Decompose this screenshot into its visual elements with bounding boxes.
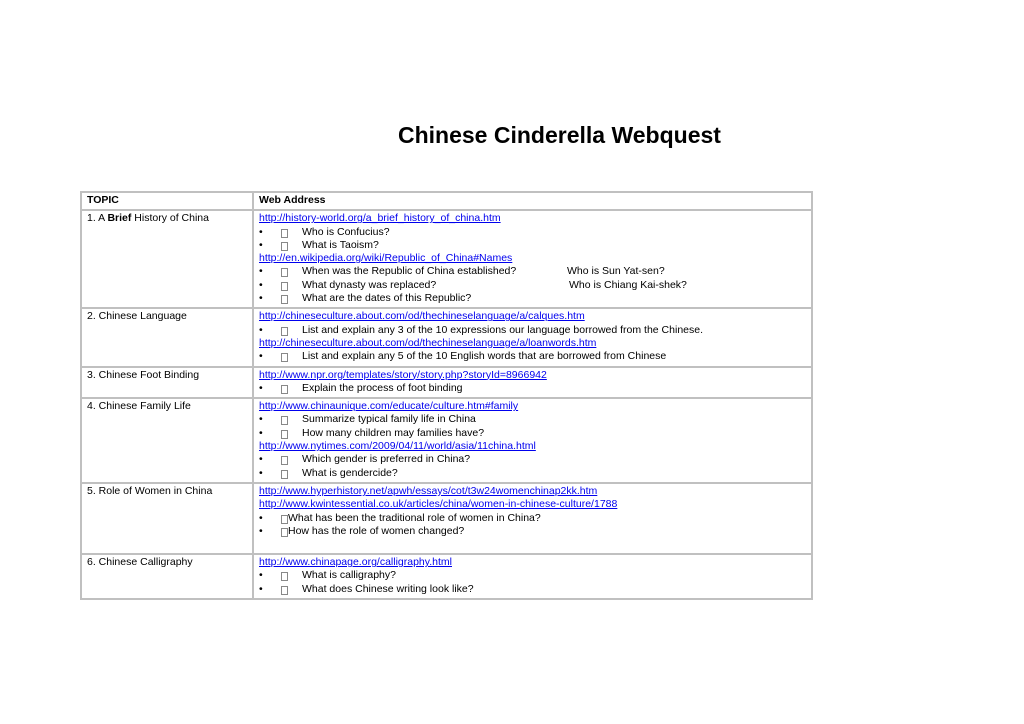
bullet-item xyxy=(259,382,807,395)
bullet-dot: • xyxy=(259,511,263,524)
bullet-dot: • xyxy=(259,381,263,394)
bullet-item xyxy=(259,239,807,252)
topic-cell xyxy=(82,368,252,398)
bullet-item xyxy=(259,413,807,426)
topic-text: 6. Chinese Calligraphy xyxy=(87,556,193,569)
topic-cell xyxy=(82,484,252,553)
bullet-item xyxy=(259,324,807,337)
question-text: Summarize typical family life in China xyxy=(302,413,476,426)
question-text: What dynasty was replaced? xyxy=(302,278,437,291)
question-text: What is calligraphy? xyxy=(302,569,396,582)
bullet-item xyxy=(259,350,807,363)
web-link[interactable]: http://www.hyperhistory.net/apwh/essays/cot/t3w24womenchinap2kk.htm xyxy=(259,484,598,497)
topic-cell xyxy=(82,555,252,598)
bullet-dot: • xyxy=(259,582,263,595)
topic-cell xyxy=(82,309,252,365)
bullet-dot: • xyxy=(259,350,263,363)
address-column-header: Web Address xyxy=(254,193,811,209)
topic-text-suffix: History of China xyxy=(131,212,209,225)
topic-cell xyxy=(82,399,252,482)
web-link[interactable]: http://www.chinapage.org/calligraphy.html xyxy=(259,556,452,569)
question-text: What is gendercide? xyxy=(302,466,398,479)
question-text: How has the role of women changed? xyxy=(288,524,465,537)
table-row xyxy=(82,555,811,598)
bullet-item xyxy=(259,453,807,466)
question-text: What is Taoism? xyxy=(302,238,379,251)
bullet-dot: • xyxy=(259,466,263,479)
table-row xyxy=(82,211,811,307)
question-text: Which gender is preferred in China? xyxy=(302,453,471,466)
web-link[interactable]: http://www.npr.org/templates/story/story.php?storyId=8966942 xyxy=(259,368,547,381)
topic-text: 3. Chinese Foot Binding xyxy=(87,368,200,381)
bullet-dot: • xyxy=(259,278,263,291)
bullet-item xyxy=(259,512,807,525)
bullet-item xyxy=(259,226,807,239)
bullet-dot: • xyxy=(259,238,263,251)
question-text: What does Chinese writing look like? xyxy=(302,582,474,595)
topic-text-bold: Brief xyxy=(107,212,132,225)
table-row xyxy=(82,399,811,482)
bullet-item xyxy=(259,292,807,305)
web-link[interactable]: http://chineseculture.about.com/od/thechineselanguage/a/loanwords.htm xyxy=(259,336,597,349)
table-row xyxy=(82,484,811,553)
bullet-item xyxy=(259,279,807,292)
web-link[interactable]: http://history-world.org/a_brief_history_of_china.htm xyxy=(259,212,501,225)
webquest-table xyxy=(80,191,813,600)
topic-text: 2. Chinese Language xyxy=(87,310,187,323)
question-text-secondary: Who is Sun Yat-sen? xyxy=(567,265,665,278)
topic-column-header: TOPIC xyxy=(82,193,252,209)
question-text: List and explain any 3 of the 10 expressions our language borrowed from the Chinese. xyxy=(302,323,703,336)
question-text: Explain the process of foot binding xyxy=(302,381,463,394)
address-cell xyxy=(254,484,811,553)
bullet-dot: • xyxy=(259,292,263,305)
topic-text: 4. Chinese Family Life xyxy=(87,400,191,413)
table-header-row xyxy=(82,193,811,209)
table-row xyxy=(82,368,811,398)
bullet-dot: • xyxy=(259,524,263,537)
table-body xyxy=(82,211,811,598)
question-text: How many children may families have? xyxy=(302,426,485,439)
bullet-dot: • xyxy=(259,453,263,466)
bullet-dot: • xyxy=(259,426,263,439)
topic-text-prefix: 1. A xyxy=(87,212,108,225)
table-row xyxy=(82,309,811,365)
bullet-dot: • xyxy=(259,323,263,336)
page-title: Chinese Cinderella Webquest xyxy=(398,122,721,148)
bullet-item xyxy=(259,569,807,582)
question-text: What has been the traditional role of women in China? xyxy=(288,511,541,524)
bullet-item xyxy=(259,583,807,596)
bullet-dot: • xyxy=(259,265,263,278)
topic-cell xyxy=(82,211,252,307)
address-cell xyxy=(254,399,811,482)
question-text-secondary: Who is Chiang Kai-shek? xyxy=(569,278,687,291)
bullet-dot: • xyxy=(259,225,263,238)
web-link[interactable]: http://en.wikipedia.org/wiki/Republic_of_China#Names xyxy=(259,252,513,265)
question-text: When was the Republic of China established? xyxy=(302,265,517,278)
web-link[interactable]: http://www.chinaunique.com/educate/culture.htm#family xyxy=(259,400,519,413)
bullet-item xyxy=(259,467,807,480)
web-link[interactable]: http://www.nytimes.com/2009/04/11/world/asia/11china.html xyxy=(259,440,536,453)
address-cell xyxy=(254,368,811,398)
web-link[interactable]: http://chineseculture.about.com/od/thechineselanguage/a/calques.htm xyxy=(259,310,585,323)
address-cell xyxy=(254,309,811,365)
bullet-dot: • xyxy=(259,413,263,426)
question-text: List and explain any 5 of the 10 English words that are borrowed from Chinese xyxy=(302,350,667,363)
address-cell xyxy=(254,211,811,307)
blank-line xyxy=(259,538,807,551)
question-text: What are the dates of this Republic? xyxy=(302,292,472,305)
bullet-item xyxy=(259,525,807,538)
web-link[interactable]: http://www.kwintessential.co.uk/articles/china/women-in-chinese-culture/1788 xyxy=(259,498,618,511)
bullet-item xyxy=(259,265,807,278)
topic-text: 5. Role of Women in China xyxy=(87,484,213,497)
bullet-item xyxy=(259,427,807,440)
address-cell xyxy=(254,555,811,598)
bullet-dot: • xyxy=(259,569,263,582)
question-text: Who is Confucius? xyxy=(302,225,390,238)
